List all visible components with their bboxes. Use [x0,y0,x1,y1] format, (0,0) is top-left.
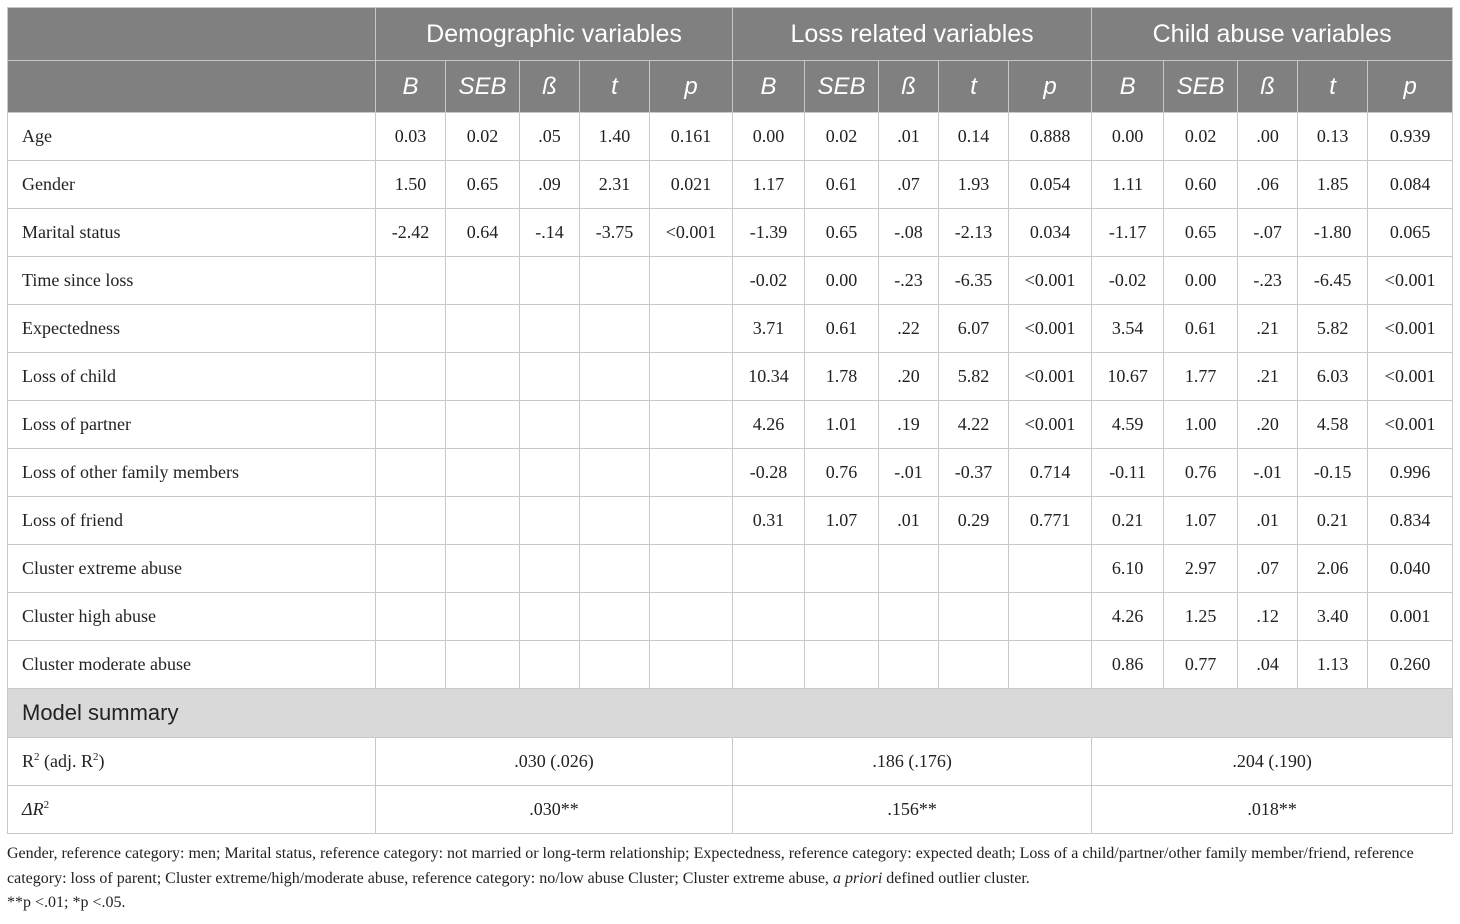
table-cell [650,353,733,401]
table-cell: .07 [1238,545,1298,593]
row-label: Loss of partner [8,401,376,449]
subheader-cell: SEB [446,61,520,113]
r2-label-end: ) [98,751,105,771]
table-cell: -0.02 [1092,257,1164,305]
table-cell [376,305,446,353]
row-label: Cluster moderate abuse [8,641,376,689]
table-cell: 0.00 [1092,113,1164,161]
table-cell: -0.02 [733,257,805,305]
table-cell: 0.02 [1164,113,1238,161]
table-cell: -2.13 [939,209,1009,257]
table-cell: <0.001 [1009,401,1092,449]
table-cell [733,641,805,689]
table-cell [520,305,580,353]
table-cell: 10.34 [733,353,805,401]
table-cell [805,593,879,641]
row-label: Gender [8,161,376,209]
table-cell: 0.29 [939,497,1009,545]
subheader-blank [8,61,376,113]
table-cell [580,257,650,305]
r2-label-main: R [22,751,35,771]
subheader-cell: p [1368,61,1453,113]
table-cell [446,305,520,353]
table-cell: .20 [1238,401,1298,449]
table-cell [376,257,446,305]
table-cell [805,545,879,593]
table-cell [376,497,446,545]
table-cell: -.01 [1238,449,1298,497]
table-cell: -1.80 [1298,209,1368,257]
table-cell: 1.00 [1164,401,1238,449]
table-row [8,641,1453,689]
table-cell [446,641,520,689]
table-cell: .01 [879,497,939,545]
table-cell [376,545,446,593]
subheader-cell: B [1092,61,1164,113]
table-cell: .20 [879,353,939,401]
table-cell [446,545,520,593]
table-cell: 0.65 [1164,209,1238,257]
table-cell: 0.03 [376,113,446,161]
table-cell [520,497,580,545]
table-cell: 4.26 [733,401,805,449]
table-cell [446,449,520,497]
table-cell: .00 [1238,113,1298,161]
table-cell: <0.001 [1009,305,1092,353]
table-cell: .06 [1238,161,1298,209]
table-cell: .04 [1238,641,1298,689]
table-cell [376,593,446,641]
delta-r2-value-loss-related: .156** [733,786,1092,834]
group-header-loss-related: Loss related variables [733,8,1092,61]
model-summary-title: Model summary [8,689,1453,738]
table-cell: 3.54 [1092,305,1164,353]
subheader-cell: ß [879,61,939,113]
table-cell [650,593,733,641]
subheader-cell: ß [1238,61,1298,113]
subheader-cell: p [650,61,733,113]
table-cell: 0.60 [1164,161,1238,209]
table-cell: <0.001 [1009,257,1092,305]
table-cell [520,449,580,497]
table-cell: <0.001 [650,209,733,257]
table-cell [376,449,446,497]
table-cell: 5.82 [939,353,1009,401]
regression-table [7,7,1453,834]
footnote-line-1 [7,842,1457,891]
r2-value-demographic: .030 (.026) [376,738,733,786]
table-cell: -0.15 [1298,449,1368,497]
table-cell: 0.65 [446,161,520,209]
table-cell: 0.001 [1368,593,1453,641]
table-cell: -6.45 [1298,257,1368,305]
table-cell [520,641,580,689]
table-cell: 1.93 [939,161,1009,209]
table-cell [650,545,733,593]
table-cell [1009,545,1092,593]
table-cell [733,593,805,641]
table-cell [879,641,939,689]
footnote-line-2: **p <.01; *p <.05. [7,894,126,911]
table-cell: 0.61 [805,305,879,353]
table-cell [376,641,446,689]
table-row [8,593,1453,641]
table-row [8,113,1453,161]
table-body [8,113,1453,689]
table-cell: -.23 [1238,257,1298,305]
table-cell: 1.17 [733,161,805,209]
table-cell: <0.001 [1368,353,1453,401]
table-cell: 0.054 [1009,161,1092,209]
table-cell [805,641,879,689]
table-cell: 0.61 [1164,305,1238,353]
table-cell [376,401,446,449]
table-row [8,449,1453,497]
model-summary-section [8,689,1453,834]
table-cell: 6.07 [939,305,1009,353]
table-row [8,161,1453,209]
table-cell: 5.82 [1298,305,1368,353]
delta-r2-row [8,786,1453,834]
table-cell: -0.28 [733,449,805,497]
footnote-text-b: defined outlier cluster. [882,869,1030,887]
table-cell: -2.42 [376,209,446,257]
table-cell [580,353,650,401]
delta-r2-value-child-abuse: .018** [1092,786,1453,834]
group-header-demographic: Demographic variables [376,8,733,61]
subheader-cell: t [939,61,1009,113]
table-cell: 0.260 [1368,641,1453,689]
table-cell: 0.86 [1092,641,1164,689]
table-cell: -3.75 [580,209,650,257]
row-label: Age [8,113,376,161]
table-cell: -.08 [879,209,939,257]
delta-r2-label [8,786,376,834]
subheader-cell: B [376,61,446,113]
table-cell [446,257,520,305]
table-cell: 10.67 [1092,353,1164,401]
table-cell: -1.39 [733,209,805,257]
table-cell [879,593,939,641]
table-cell: 4.22 [939,401,1009,449]
table-cell: 1.78 [805,353,879,401]
table-cell [650,641,733,689]
table-row [8,305,1453,353]
row-label: Loss of other family members [8,449,376,497]
table-cell: .01 [1238,497,1298,545]
table-cell: 1.85 [1298,161,1368,209]
table-cell: -1.17 [1092,209,1164,257]
table-cell: 0.00 [1164,257,1238,305]
table-cell: <0.001 [1368,257,1453,305]
table-cell: 0.714 [1009,449,1092,497]
table-cell [650,497,733,545]
row-label: Loss of friend [8,497,376,545]
table-cell [1009,593,1092,641]
table-row [8,497,1453,545]
table-cell [520,257,580,305]
table-cell: 1.77 [1164,353,1238,401]
table-cell [580,305,650,353]
table-cell [580,449,650,497]
table-cell: .12 [1238,593,1298,641]
table-cell: 0.65 [805,209,879,257]
row-label: Expectedness [8,305,376,353]
table-row [8,545,1453,593]
table-cell [446,401,520,449]
table-cell: 2.97 [1164,545,1238,593]
table-cell: 0.76 [1164,449,1238,497]
footnote-text-a: Gender, reference category: men; Marital status, reference category: not married or long-term relationship; Expectedness, reference category: expected death; Loss of a child/partner/other family member/friend, reference category: loss of parent; Cluster extreme/high/moderate abuse, reference category: no/low abuse Cluster; Cluster extreme abuse, [7,845,1414,887]
table-cell [650,257,733,305]
table-cell [446,593,520,641]
table-cell [520,401,580,449]
row-label: Time since loss [8,257,376,305]
table-cell: 0.888 [1009,113,1092,161]
table-cell: 0.996 [1368,449,1453,497]
table-cell: -0.11 [1092,449,1164,497]
table-row [8,257,1453,305]
table-cell: -.01 [879,449,939,497]
subheader-cell: t [580,61,650,113]
table-cell [376,353,446,401]
table-cell [650,401,733,449]
table-cell: -0.37 [939,449,1009,497]
table-row [8,209,1453,257]
table-cell [520,593,580,641]
table-cell: 4.26 [1092,593,1164,641]
table-row [8,353,1453,401]
group-header-row [8,8,1453,61]
table-cell: 1.40 [580,113,650,161]
table-cell: 1.50 [376,161,446,209]
header-blank [8,8,376,61]
row-label: Loss of child [8,353,376,401]
table-cell: -.23 [879,257,939,305]
table-cell: 3.71 [733,305,805,353]
table-cell: 0.084 [1368,161,1453,209]
table-footnote [7,842,1457,916]
table-cell: 6.03 [1298,353,1368,401]
footnote-emphasis: a priori [832,869,883,887]
table-cell [650,305,733,353]
table-cell: 1.07 [805,497,879,545]
table-cell [939,641,1009,689]
table-cell: 0.040 [1368,545,1453,593]
table-cell: 0.21 [1092,497,1164,545]
table-cell: .01 [879,113,939,161]
table-cell: .05 [520,113,580,161]
table-cell: 0.31 [733,497,805,545]
subheader-cell: ß [520,61,580,113]
table-cell: 4.59 [1092,401,1164,449]
table-cell: 4.58 [1298,401,1368,449]
table-cell: 0.00 [733,113,805,161]
table-cell: .21 [1238,353,1298,401]
table-cell [939,545,1009,593]
delta-r2-label-sup: 2 [43,799,50,811]
r2-value-child-abuse: .204 (.190) [1092,738,1453,786]
table-cell [520,353,580,401]
subheader-cell: t [1298,61,1368,113]
table-cell: 0.771 [1009,497,1092,545]
table-cell [580,545,650,593]
table-cell [939,593,1009,641]
table-cell: .07 [879,161,939,209]
table-cell [879,545,939,593]
table-cell [580,401,650,449]
table-cell [650,449,733,497]
table-cell: 0.21 [1298,497,1368,545]
table-cell [520,545,580,593]
table-cell: 0.61 [805,161,879,209]
table-cell: .09 [520,161,580,209]
table-cell: 1.25 [1164,593,1238,641]
row-label: Marital status [8,209,376,257]
table-cell: 0.02 [446,113,520,161]
table-cell: <0.001 [1009,353,1092,401]
table-cell: 0.065 [1368,209,1453,257]
table-cell: 1.11 [1092,161,1164,209]
table-cell: .21 [1238,305,1298,353]
table-cell: -.14 [520,209,580,257]
subheader-cell: SEB [805,61,879,113]
table-cell: 0.77 [1164,641,1238,689]
table-cell: 0.021 [650,161,733,209]
table-cell [580,497,650,545]
table-cell: 1.01 [805,401,879,449]
table-cell: 0.64 [446,209,520,257]
table-container [7,7,1452,916]
r2-label-mid: (adj. R [39,751,94,771]
row-label: Cluster high abuse [8,593,376,641]
table-cell: 0.13 [1298,113,1368,161]
table-cell: 2.31 [580,161,650,209]
table-cell: <0.001 [1368,401,1453,449]
row-label: Cluster extreme abuse [8,545,376,593]
table-cell [446,497,520,545]
table-cell: 1.13 [1298,641,1368,689]
r2-label-sup: 2 [34,751,40,763]
table-cell [580,641,650,689]
group-header-child-abuse: Child abuse variables [1092,8,1453,61]
table-cell [733,545,805,593]
r2-label-sup2: 2 [93,751,99,763]
delta-r2-value-demographic: .030** [376,786,733,834]
r2-label [8,738,376,786]
table-cell: 0.00 [805,257,879,305]
delta-r2-label-main: ΔR [22,799,44,819]
table-cell: 0.02 [805,113,879,161]
subheader-cell: p [1009,61,1092,113]
r2-row [8,738,1453,786]
table-cell [1009,641,1092,689]
table-cell: 0.76 [805,449,879,497]
table-cell: 0.14 [939,113,1009,161]
table-cell: -6.35 [939,257,1009,305]
table-cell [580,593,650,641]
table-cell: 1.07 [1164,497,1238,545]
table-cell: .19 [879,401,939,449]
table-cell: .22 [879,305,939,353]
table-cell: 0.034 [1009,209,1092,257]
subheader-cell: SEB [1164,61,1238,113]
table-cell: 0.161 [650,113,733,161]
subheader-row [8,61,1453,113]
table-cell: 2.06 [1298,545,1368,593]
table-cell: 3.40 [1298,593,1368,641]
table-row [8,401,1453,449]
r2-value-loss-related: .186 (.176) [733,738,1092,786]
table-cell: 0.834 [1368,497,1453,545]
table-cell: 0.939 [1368,113,1453,161]
table-cell: -.07 [1238,209,1298,257]
model-summary-row [8,689,1453,738]
table-cell: <0.001 [1368,305,1453,353]
subheader-cell: B [733,61,805,113]
table-cell: 6.10 [1092,545,1164,593]
table-cell [446,353,520,401]
